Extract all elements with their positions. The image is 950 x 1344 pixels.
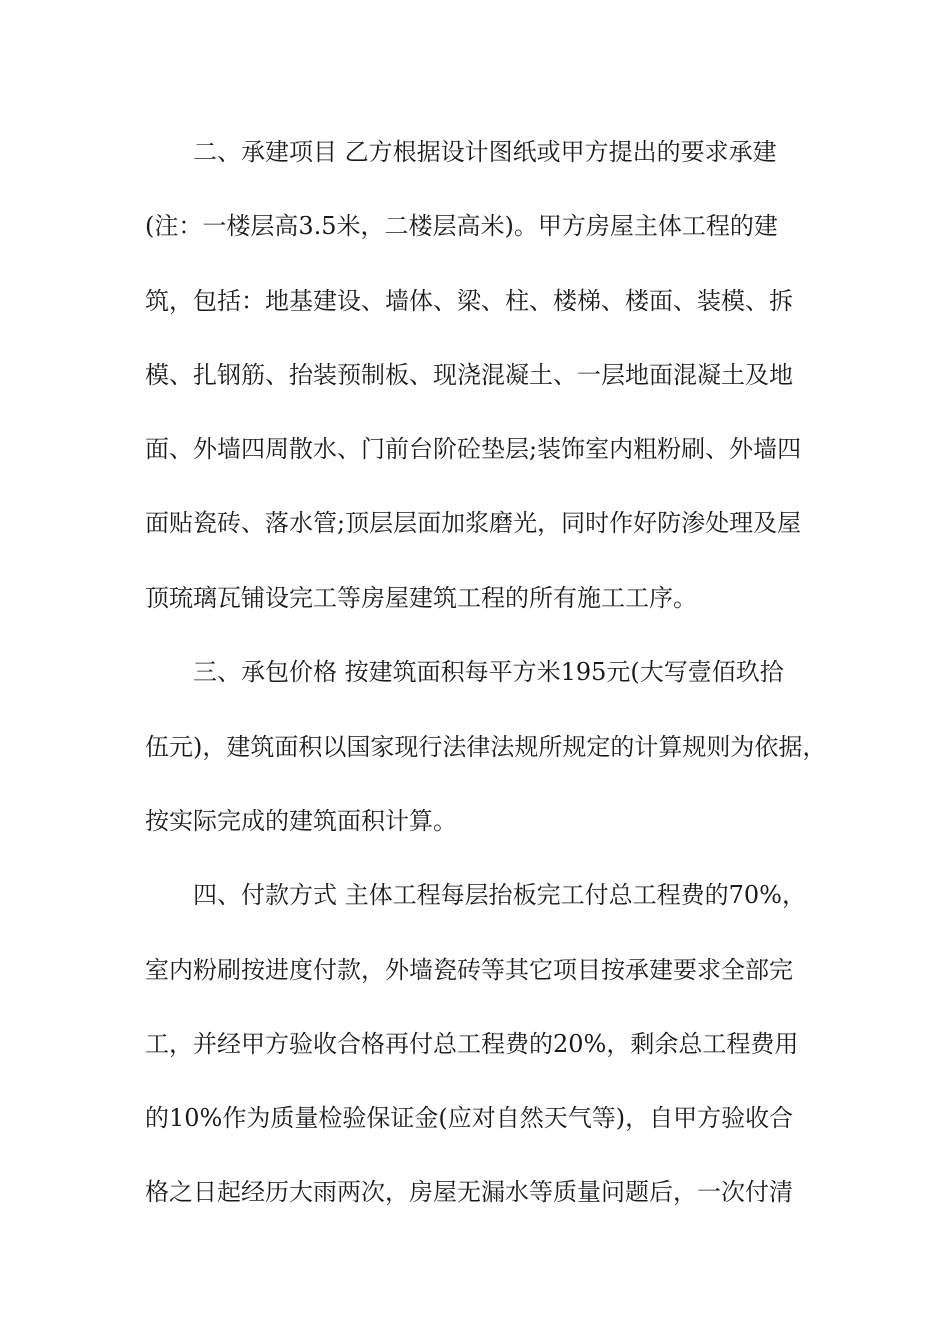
paragraph-line	[0, 652, 950, 692]
paragraph-line	[0, 355, 950, 395]
paragraph-line	[0, 281, 950, 321]
line-text: 的10%作为质量检验保证金(应对自然天气等)，自甲方验收合	[145, 1104, 794, 1132]
paragraph-line	[0, 727, 950, 767]
line-text: 筑，包括：地基建设、墙体、梁、柱、楼梯、楼面、装模、拆	[145, 287, 793, 315]
paragraph-line	[0, 1024, 950, 1064]
line-text: 按实际完成的建筑面积计算。	[145, 807, 457, 835]
paragraph-line	[0, 875, 950, 915]
paragraph-line	[0, 429, 950, 469]
line-text: 面贴瓷砖、落水管;顶层层面加浆磨光，同时作好防渗处理及屋	[145, 509, 802, 537]
line-text: 格之日起经历大雨两次，房屋无漏水等质量问题后，一次付清	[145, 1178, 793, 1206]
line-text: 二、承建项目 乙方根据设计图纸或甲方提出的要求承建	[193, 138, 777, 166]
paragraph-line	[0, 578, 950, 618]
line-text: 面、外墙四周散水、门前台阶砼垫层;装饰室内粗粉刷、外墙四	[145, 435, 802, 463]
paragraph-line	[0, 132, 950, 172]
line-text: 三、承包价格 按建筑面积每平方米195元(大写壹佰玖拾	[193, 658, 784, 686]
paragraph-line	[0, 206, 950, 246]
paragraph-line	[0, 1172, 950, 1212]
paragraph-line	[0, 503, 950, 543]
paragraph-line	[0, 1098, 950, 1138]
line-text: 顶琉璃瓦铺设完工等房屋建筑工程的所有施工工序。	[145, 584, 697, 612]
paragraph-line	[0, 801, 950, 841]
line-text: 工，并经甲方验收合格再付总工程费的20%，剩余总工程费用	[145, 1030, 799, 1058]
line-text: 四、付款方式 主体工程每层抬板完工付总工程费的70%，	[193, 881, 806, 909]
line-text: 室内粉刷按进度付款，外墙瓷砖等其它项目按承建要求全部完	[145, 956, 793, 984]
line-text: 伍元)，建筑面积以国家现行法律法规所规定的计算规则为依据，	[145, 733, 827, 761]
paragraph-line	[0, 950, 950, 990]
line-text: (注：一楼层高3.5米，二楼层高米)。甲方房屋主体工程的建	[145, 212, 778, 240]
line-text: 模、扎钢筋、抬装预制板、现浇混凝土、一层地面混凝土及地	[145, 361, 793, 389]
